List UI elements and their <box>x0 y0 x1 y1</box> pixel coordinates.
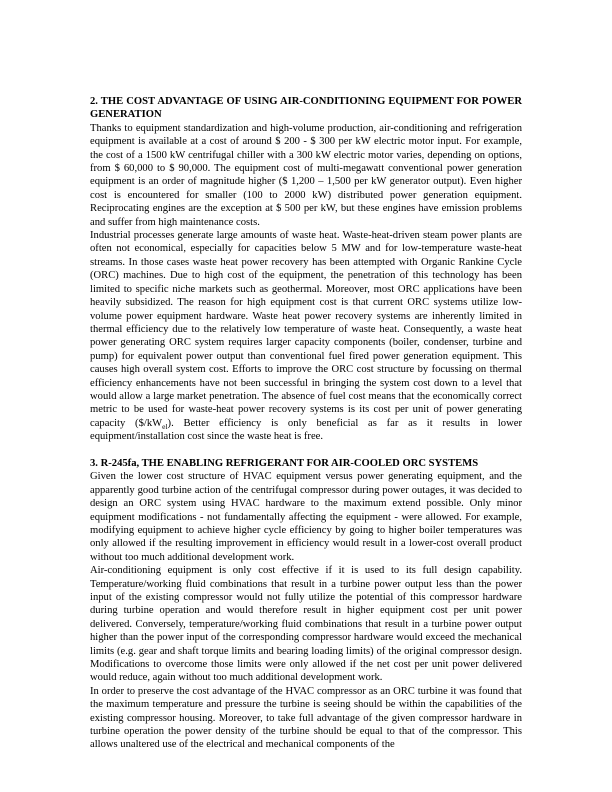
section-refrigerant <box>90 457 522 752</box>
section-3-heading: 3. R-245fa, THE ENABLING REFRIGERANT FOR AIR-COOLED ORC SYSTEMS <box>90 457 479 469</box>
subscript-el: el <box>162 421 168 431</box>
paragraph-text: Industrial processes generate large amounts of waste heat. Waste-heat-driven steam power plants are often not economical, especially for capacities below 5 MW and for low-temperature waste-heat streams. In those cases waste heat power recovery has been attempted with Organic Rankine Cycle (ORC) machines. Due to high cost of the equipment, the penetration of this technology has been limited to specific niche markets such as geothermal. Moreover, most ORC applications have been heavily subsidized. The reason for high equipment cost is that current ORC systems utilize low-volume power equipment hardware. Waste heat power recovery systems are inherently limited in thermal efficiency due to the relatively low temperature of waste heat. Consequently, a waste heat power generating ORC system requires larger capacity components (boiler, condenser, turbine and pump) for equivalent power output than conventional fuel fired power generation equipment. This causes high overall system cost. Efforts to improve the ORC cost structure by focussing on thermal efficiency enhancements have not been successful in bringing the system cost down to a level that would allow a large market penetration. The absence of fuel cost means that the economically correct metric to be used for waste-heat power recovery systems is its cost per unit of power generating capacity ($/kW <box>90 230 522 429</box>
section-cost-advantage <box>90 95 522 444</box>
paragraph-design-capability: Air-conditioning equipment is only cost effective if it is used to its full design capability. Temperature/working fluid combinations that result in a turbine power output less than the power input of the existing compressor would not fully utilize the potential of this compressor hardware during turbine operation and would therefore result in higher equipment cost per unit power delivered. Conversely, temperature/working fluid combinations that result in a turbine power output higher than the power input of the corresponding compressor hardware would exceed the mechanical limits (e.g. gear and shaft torque limits and bearing loading limits) of the original compressor design. Modifications to overcome those limits were only allowed if the net cost per unit power delivered would reduce, again without too much additional development work. <box>90 565 522 684</box>
paragraph-preserve-advantage: In order to preserve the cost advantage of the HVAC compressor as an ORC turbine it was found that the maximum temperature and pressure the turbine is seeing should be within the capabilities of the existing compressor housing. Moreover, to take full advantage of the given compressor hardware in turbine operation the power density of the turbine should be equal to that of the compressor. This allows unaltered use of the electrical and mechanical components of the <box>90 685 522 751</box>
paragraph-waste-heat <box>90 229 522 444</box>
paragraph-text: ). Better efficiency is only beneficial as far as it results in lower equipment/installation cost since the waste heat is free. <box>90 417 522 443</box>
paragraph-hvac-hardware: Given the lower cost structure of HVAC equipment versus power generating equipment, and the apparently good turbine action of the centrifugal compressor during power outages, it was decided to design an ORC system using HVAC hardware to the maximum extend possible. Only minor equipment modifications - not fundamentally affecting the equipment - were allowed. For example, modifying equipment to achieve higher cycle efficiency by going to higher boiler temperatures was only allowed if the resulting improvement in efficiency would result in a lower-cost overall product without too much additional development work. <box>90 471 522 563</box>
paragraph-cost-figures: Thanks to equipment standardization and high-volume production, air-conditioning and refrigeration equipment is available at a cost of around $ 200 - $ 300 per kW electric motor input. For example, the cost of a 1500 kW centrifugal chiller with a 300 kW electric motor varies, depending on options, from $ 60,000 to $ 90,000. The equipment cost of multi-megawatt conventional power generation equipment is an order of magnitude higher ($ 1,200 – 1,500 per kW generator output). Even higher cost is encountered for smaller (100 to 2000 kW) distributed power generation equipment. Reciprocating engines are the exception at $ 500 per kW, but these engines have emission problems and suffer from high maintenance costs. <box>90 122 522 228</box>
section-2-heading: 2. THE COST ADVANTAGE OF USING AIR-CONDITIONING EQUIPMENT FOR POWER GENERATION <box>90 96 522 121</box>
